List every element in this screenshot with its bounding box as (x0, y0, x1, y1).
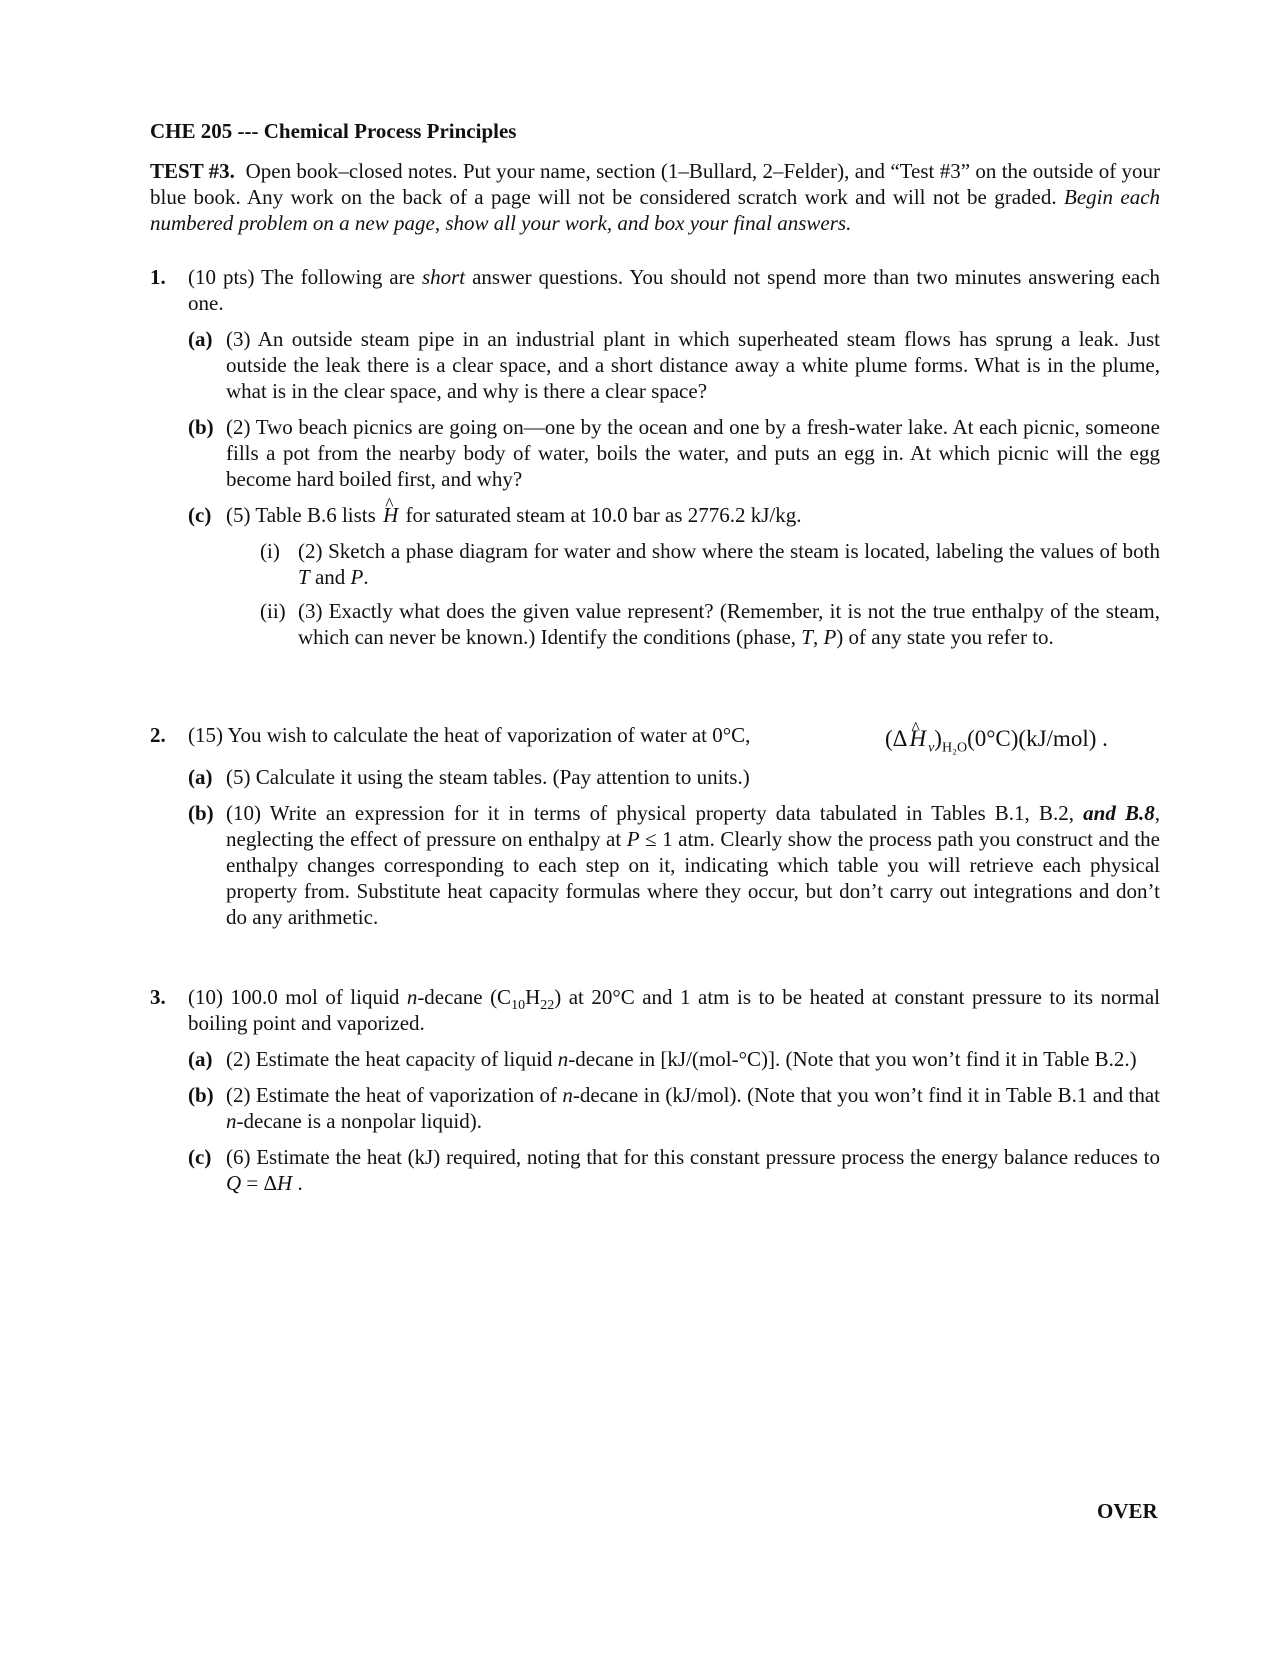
formula-part: . (297, 1171, 303, 1195)
part-text: (2) Estimate the heat of vaporization of (226, 1083, 557, 1107)
enthalpy-symbol: ^ H (383, 502, 398, 528)
part-label: (b) (188, 415, 214, 439)
formula-part: v (928, 740, 935, 756)
part-text: for saturated steam at 10.0 bar as 2776.2 kJ/kg. (405, 503, 802, 527)
problem-number: 3. (150, 985, 166, 1009)
formula-part: 10 (511, 998, 526, 1014)
formula-part: H (525, 985, 541, 1009)
problem-1-statement (188, 264, 1160, 316)
var-T: T (801, 625, 813, 649)
statement-text: (10) 100.0 mol of liquid (188, 985, 400, 1009)
instructions-text: Open book–closed notes. Put your name, section (1–Bullard, 2–Felder), and “Test #3” on the outside of your blue book. Any work on the back of a page will not be considered scratch work and will not be graded. (150, 159, 1161, 209)
part-text: (5) Calculate it using the steam tables. (Pay attention to units.) (226, 765, 750, 789)
part-label: (b) (188, 801, 214, 825)
problem-1a (188, 326, 1160, 404)
var-Q: Q (226, 1171, 242, 1195)
formula-part: (0°C)(kJ/mol) . (967, 726, 1108, 751)
exam-page (150, 118, 1160, 1206)
part-text: -decane is a nonpolar liquid). (236, 1109, 482, 1133)
statement-emphasis: short (421, 265, 466, 289)
problem-1c-subparts (188, 538, 1160, 650)
subpart-text: (2) Sketch a phase diagram for water and show where the steam is located, labeling the values of both (298, 539, 1160, 563)
formula-part: (Δ (885, 726, 908, 751)
problem-1b (188, 414, 1160, 492)
problem-2b (188, 800, 1160, 930)
statement-text: (15) You wish to calculate the heat of vaporization of water at 0°C, (188, 723, 751, 747)
statement-text: ) at 20°C and 1 atm is to be heated at constant pressure to its normal boiling point and vaporized. (188, 985, 1161, 1035)
var-n: n (406, 985, 418, 1009)
test-instructions (150, 158, 1160, 236)
problem-1 (150, 264, 1160, 650)
subpart-text: (3) Exactly what does the given value represent? (Remember, it is not the true enthalpy of the steam, which can never be known.) Identify the conditions (phase, (298, 599, 1160, 649)
part-text: -decane in (kJ/mol). (Note that you won’t find it in Table B.1 and that (572, 1083, 1161, 1107)
var-P: P (350, 565, 364, 589)
part-text: ≤ 1 atm. Clearly show the process path you construct and the enthalpy changes corresponding to each step on it, indicating which table you will retrieve each physical property from. Substitute heat capacity formulas where they occur, but don’t carry out integrations and don’t do any arithmetic. (226, 827, 1161, 929)
problem-1c-ii (260, 598, 1160, 650)
instructions-emphasis: Begin each numbered problem on a new page, show all your work, and box your final answers. (150, 185, 1161, 235)
part-label: (a) (188, 1047, 213, 1071)
part-label: (a) (188, 765, 213, 789)
formula-part: 22 (540, 998, 555, 1014)
problem-3c (188, 1144, 1160, 1196)
problem-2a (188, 764, 1160, 790)
part-label: (b) (188, 1083, 214, 1107)
subpart-label: (i) (260, 539, 280, 563)
problem-1c (188, 502, 1160, 528)
formula-part: H₂O (941, 740, 968, 756)
var-P: P (626, 827, 640, 851)
problem-3a (188, 1046, 1160, 1072)
part-label: (c) (188, 503, 212, 527)
formula-part: = Δ (246, 1171, 278, 1195)
var-H: H (277, 1171, 293, 1195)
var-n: n (226, 1109, 237, 1133)
part-text: (10) Write an expression for it in terms of physical property data tabulated in Tables B.1, B.2, (226, 801, 1074, 825)
problem-1c-i (260, 538, 1160, 590)
subpart-text: and (314, 565, 346, 589)
problem-3-statement (188, 984, 1160, 1036)
part-text: (6) Estimate the heat (kJ) required, noting that for this constant pressure process the energy balance reduces to (226, 1145, 1160, 1169)
subpart-text: . (363, 565, 369, 589)
test-label: TEST #3. (150, 159, 235, 183)
part-text: , neglecting the effect of pressure on enthalpy at (226, 801, 1161, 851)
part-emphasis: and (1083, 801, 1116, 825)
var-P: P (823, 625, 837, 649)
subpart-text: ) of any state you refer to. (836, 625, 1054, 649)
problem-2 (150, 722, 1160, 930)
statement-text: answer questions. You should not spend more than two minutes answering each one. (188, 265, 1161, 315)
part-text: (5) Table B.6 lists (226, 503, 376, 527)
course-title: CHE 205 --- Chemical Process Principles (150, 119, 517, 143)
part-text: (3) An outside steam pipe in an industrial plant in which superheated steam flows has sprung a leak. Just outside the leak there is a clear space, and a short distance away a white plume forms. What is in the plume, what is in the clear space, and why is there a clear space? (226, 327, 1160, 403)
statement-text: (10 pts) The following are (188, 265, 415, 289)
var-n: n (557, 1047, 569, 1071)
problem-3 (150, 984, 1160, 1196)
enthalpy-symbol: ^ H (909, 726, 926, 752)
part-text: (2) Estimate the heat capacity of liquid (226, 1047, 553, 1071)
problem-number: 2. (150, 723, 166, 747)
subpart-text: , (812, 625, 819, 649)
var-T: T (298, 565, 310, 589)
part-emphasis: B.8 (1125, 801, 1155, 825)
part-text: -decane in [kJ/(mol-°C)]. (Note that you won’t find it in Table B.2.) (568, 1047, 1137, 1071)
var-n: n (562, 1083, 573, 1107)
problem-number: 1. (150, 265, 166, 289)
heat-of-vaporization-formula (885, 726, 1108, 756)
over-label: OVER (1097, 1499, 1158, 1523)
part-label: (c) (188, 1145, 212, 1169)
subpart-label: (ii) (260, 599, 286, 623)
formula-part: ) (934, 726, 942, 751)
part-label: (a) (188, 327, 213, 351)
problem-3b (188, 1082, 1160, 1134)
part-text: (2) Two beach picnics are going on—one by the ocean and one by a fresh-water lake. At each picnic, someone fills a pot from the nearby body of water, boils the water, and puts an egg in. At which picnic will the egg become hard boiled first, and why? (226, 415, 1160, 491)
statement-text: -decane (C (417, 985, 512, 1009)
